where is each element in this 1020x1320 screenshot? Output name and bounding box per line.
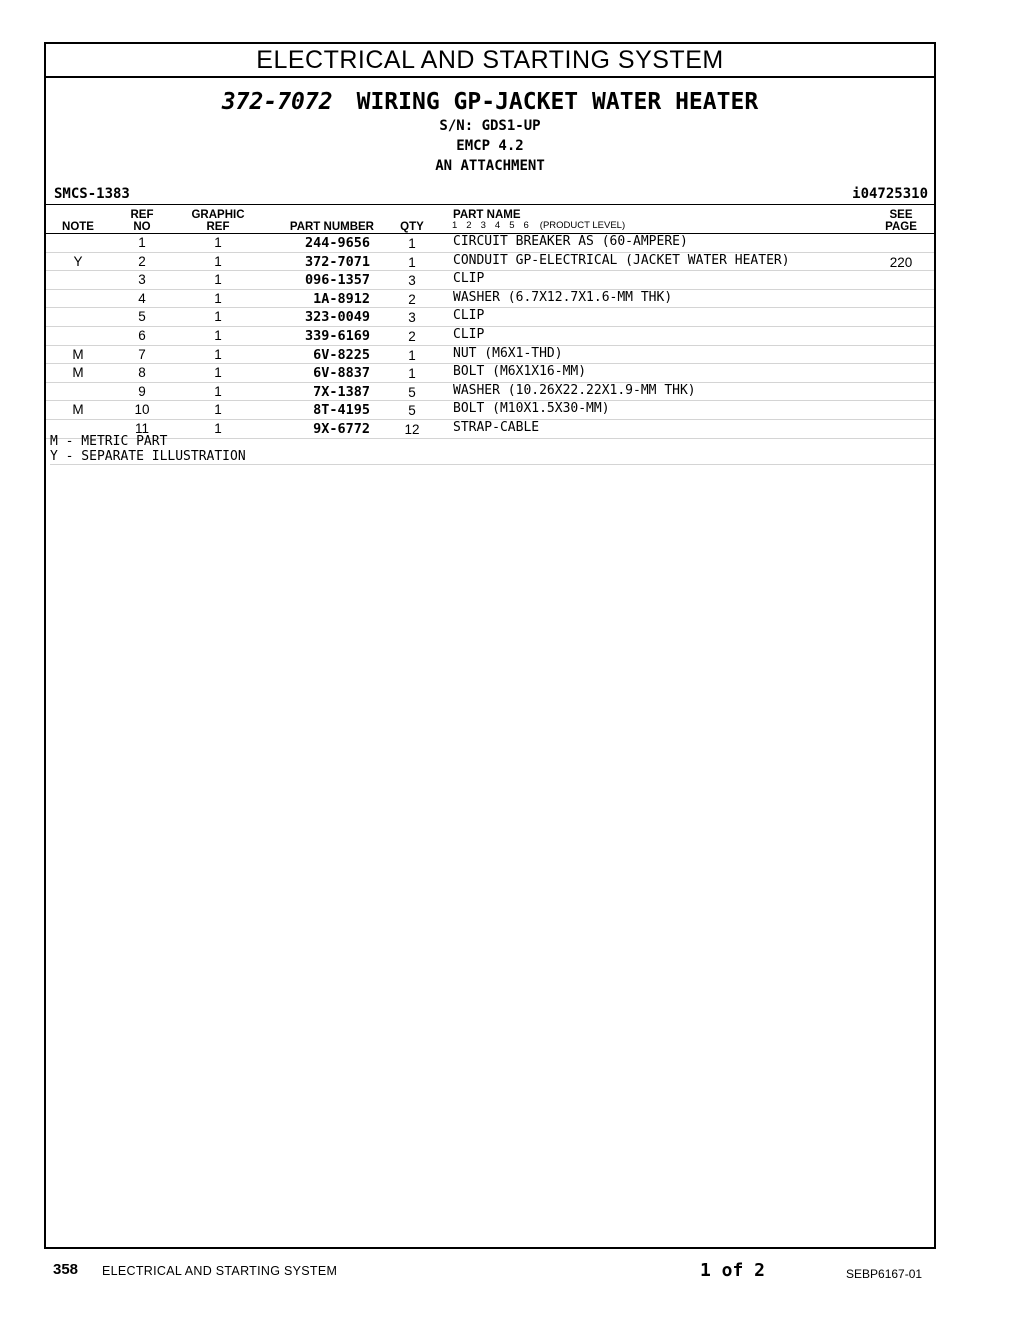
cell-part-number: 6V-8225: [313, 346, 370, 363]
cell-part-number: 6V-8837: [313, 365, 370, 382]
table-row: [46, 327, 934, 346]
table-row: [46, 271, 934, 290]
parts-table: [46, 234, 934, 439]
cell-graphic-ref: 1: [214, 383, 222, 399]
cell-part-name: CIRCUIT BREAKER AS (60-AMPERE): [453, 234, 688, 249]
col-ref-no: [122, 209, 162, 233]
cell-graphic-ref: 1: [214, 309, 222, 325]
cell-part-name: WASHER (6.7X12.7X1.6-MM THK): [453, 289, 673, 305]
col-note: NOTE: [62, 221, 94, 233]
footer-section: ELECTRICAL AND STARTING SYSTEM: [102, 1264, 338, 1278]
group-subtitle-2: AN ATTACHMENT: [435, 158, 545, 174]
section-title: ELECTRICAL AND STARTING SYSTEM: [46, 44, 934, 78]
col-see-page: [868, 209, 934, 233]
cell-ref-no: 8: [138, 365, 146, 381]
cell-part-name: CLIP: [453, 271, 485, 287]
cell-ref-no: 5: [138, 309, 146, 325]
cell-qty: 1: [408, 254, 416, 270]
cell-ref-no: 3: [138, 272, 146, 288]
cell-qty: 5: [408, 384, 416, 400]
table-row: [46, 401, 934, 420]
cell-qty: 2: [408, 328, 416, 344]
page-footer: [0, 1260, 1020, 1284]
cell-qty: 12: [404, 421, 420, 437]
table-row: [46, 383, 934, 402]
illustration-id: i04725310: [852, 186, 928, 202]
cell-part-number: 323-0049: [304, 309, 370, 326]
cell-part-name: CLIP: [453, 326, 485, 342]
cell-qty: 2: [408, 291, 416, 307]
cell-part-number: 7X-1387: [313, 383, 370, 400]
cell-note: M: [72, 402, 84, 418]
product-level-3: 3: [480, 220, 486, 231]
col-see-page-line2: PAGE: [885, 221, 917, 233]
cell-part-number: 1A-8912: [313, 290, 370, 307]
cell-part-name: BOLT (M10X1.5X30-MM): [453, 401, 610, 417]
cell-ref-no: 7: [138, 346, 146, 362]
table-row: [46, 253, 934, 272]
col-part-name: PART NAME: [453, 209, 521, 221]
cell-part-name: BOLT (M6X1X16-MM): [453, 364, 587, 380]
col-part-number: PART NUMBER: [289, 221, 374, 233]
cell-part-number: 8T-4195: [313, 402, 370, 419]
product-levels: [452, 221, 625, 231]
table-row: [46, 234, 934, 253]
table-row: [46, 308, 934, 327]
product-level-label: (PRODUCT LEVEL): [539, 220, 626, 231]
cell-ref-no: 4: [138, 290, 146, 306]
col-qty: QTY: [400, 221, 424, 233]
cell-graphic-ref: 1: [214, 235, 222, 250]
cell-graphic-ref: 1: [214, 420, 222, 436]
document-number: SEBP6167-01: [846, 1267, 923, 1281]
table-row: [46, 364, 934, 383]
cell-graphic-ref: 1: [214, 402, 222, 418]
cell-qty: 3: [408, 273, 416, 289]
product-level-5: 5: [509, 220, 515, 231]
cell-note: M: [72, 346, 84, 362]
cell-qty: 1: [408, 236, 416, 251]
cell-part-name: STRAP-CABLE: [453, 419, 540, 435]
cell-graphic-ref: 1: [214, 327, 222, 343]
product-level-6: 6: [523, 220, 529, 231]
col-graphic-ref-line1: GRAPHIC: [191, 209, 245, 221]
cell-ref-no: 6: [138, 327, 146, 343]
cell-part-number: 372-7071: [304, 253, 370, 270]
cell-part-name: CONDUIT GP-ELECTRICAL (JACKET WATER HEATER): [453, 252, 790, 268]
cell-graphic-ref: 1: [214, 272, 222, 288]
cell-graphic-ref: 1: [214, 365, 222, 381]
group-number: 372-7072: [221, 89, 333, 115]
cell-part-number: 339-6169: [304, 327, 370, 344]
cell-graphic-ref: 1: [214, 290, 222, 306]
cell-qty: 1: [408, 347, 416, 363]
page-frame: [44, 42, 936, 1249]
cell-part-number: 096-1357: [304, 272, 370, 289]
cell-qty: 3: [408, 310, 416, 326]
sheet-indicator: 1 of 2: [700, 1260, 766, 1281]
col-ref-no-line1: REF: [130, 209, 154, 221]
serial-number: S/N: GDS1-UP: [439, 118, 541, 134]
product-level-2: 2: [466, 220, 472, 231]
group-name: WIRING GP-JACKET WATER HEATER: [356, 89, 759, 115]
cell-ref-no: 9: [138, 383, 146, 399]
page-number: 358: [53, 1261, 79, 1278]
cell-note: M: [72, 365, 84, 381]
legend-metric: M - METRIC PART: [50, 434, 168, 449]
table-row: [46, 290, 934, 309]
smcs-code: SMCS-1383: [54, 186, 130, 202]
product-level-1: 1: [452, 220, 458, 231]
cell-ref-no: 11: [134, 420, 149, 436]
cell-qty: 5: [408, 403, 416, 419]
cell-see-page: 220: [889, 254, 913, 270]
cell-ref-no: 1: [138, 235, 146, 250]
header-divider: [46, 204, 934, 205]
legend: [50, 434, 934, 465]
col-see-page-line1: SEE: [889, 209, 913, 221]
cell-part-name: CLIP: [453, 308, 485, 324]
cell-part-name: NUT (M6X1-THD): [453, 345, 563, 361]
cell-part-number: 9X-6772: [313, 420, 370, 437]
table-row: [46, 346, 934, 365]
product-level-4: 4: [494, 220, 501, 231]
cell-graphic-ref: 1: [214, 253, 222, 269]
group-title: [46, 88, 934, 116]
cell-note: Y: [73, 253, 83, 269]
col-ref-no-line2: NO: [133, 221, 151, 233]
legend-separate-illustration: Y - SEPARATE ILLUSTRATION: [50, 449, 934, 465]
cell-part-name: WASHER (10.26X22.22X1.9-MM THK): [453, 382, 696, 398]
cell-ref-no: 10: [134, 402, 150, 418]
cell-graphic-ref: 1: [214, 346, 222, 362]
col-graphic-ref: [188, 209, 248, 233]
col-graphic-ref-line2: REF: [206, 221, 230, 233]
group-subtitle-1: EMCP 4.2: [456, 138, 524, 154]
cell-part-number: 244-9656: [304, 235, 370, 251]
cell-ref-no: 2: [138, 253, 146, 269]
cell-qty: 1: [408, 366, 416, 382]
